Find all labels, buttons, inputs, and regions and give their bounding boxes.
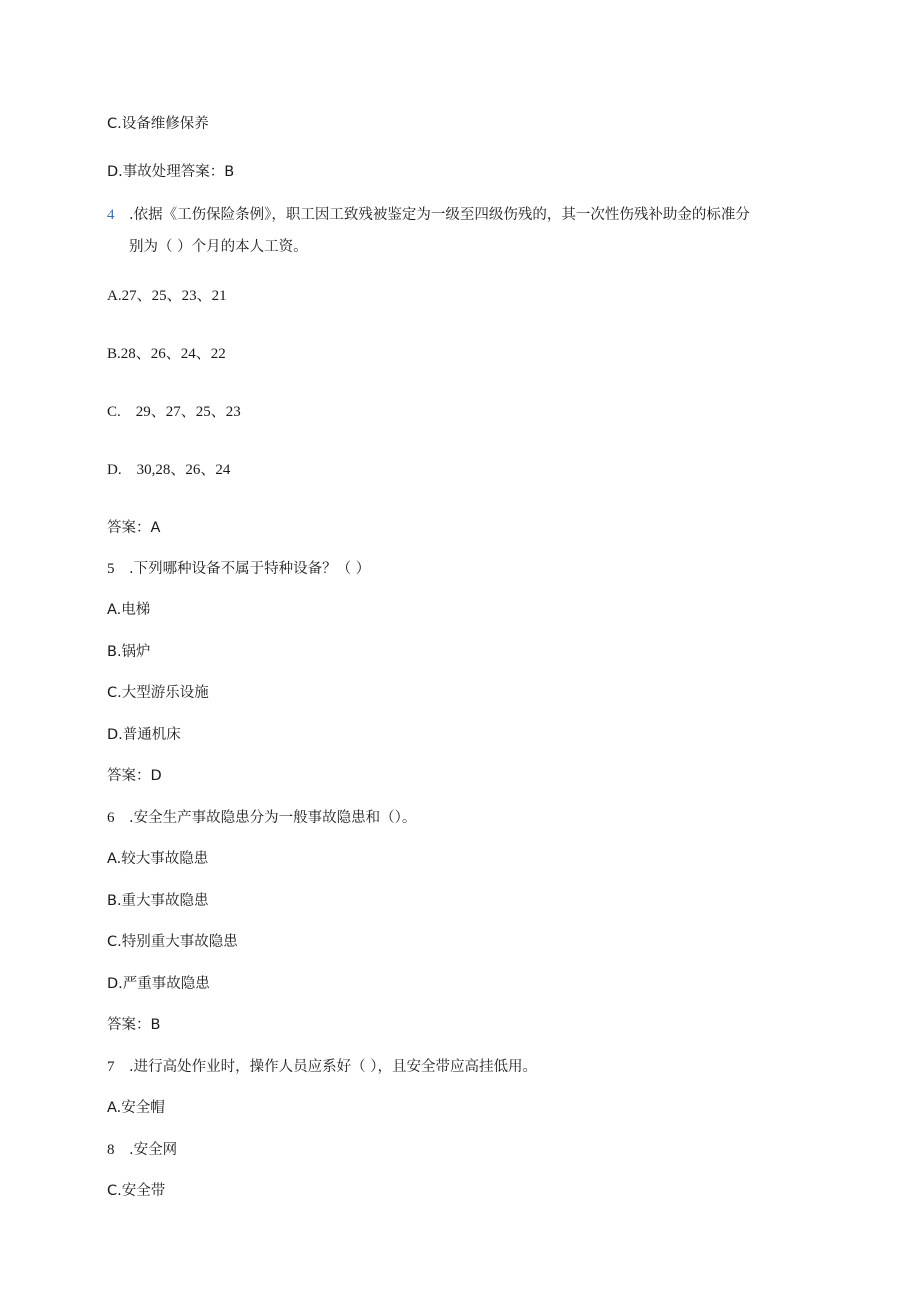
option-d: D. 30,28、26、24 [107,462,231,478]
option-c: C. 29、27、25、23 [107,404,241,420]
option-a: A.27、25、23、21 [107,288,227,304]
option-b: B.28、26、24、22 [107,346,226,362]
question-8 [107,1140,177,1160]
option-b: B.锅炉 [107,644,151,660]
option-c: C.特别重大事故隐患 [107,934,238,950]
option-c: C.安全带 [107,1183,166,1199]
question-7 [107,1057,537,1077]
question-text: .依据《工伤保险条例》，职工因工致残被鉴定为一级至四级伤残的，其一次性伤残补助金的标准分 [129,207,750,223]
question-text: .安全生产事故隐患分为一般事故隐患和（）。 [129,810,417,826]
question-number: 8 [107,1142,115,1158]
question-number: 6 [107,810,115,826]
option-c: C.大型游乐设施 [107,685,209,701]
option-a: A.较大事故隐患 [107,851,209,867]
question-text: .下列哪种设备不属于特种设备？（ ） [129,561,371,577]
option-d: D.普通机床 [107,727,181,743]
option-d: D.严重事故隐患 [107,976,210,992]
option-d-with-answer: D.事故处理答案：B [107,164,235,180]
option-a: A.电梯 [107,602,151,618]
question-number: 4 [107,207,115,223]
question-number: 5 [107,561,115,577]
question-6 [107,808,416,828]
question-text: .安全网 [129,1142,178,1158]
question-number: 7 [107,1059,115,1075]
answer: 答案：D [107,768,162,784]
question-4-continued: 别为（ ）个月的本人工资。 [129,239,308,255]
option-b: B.重大事故隐患 [107,893,209,909]
answer: 答案：B [107,1017,161,1033]
option-a: A.安全帽 [107,1100,165,1116]
question-5 [107,559,370,579]
answer: 答案：A [107,520,161,536]
question-text: .进行高处作业时，操作人员应系好（ ），且安全带应高挂低用。 [129,1059,537,1075]
question-4 [107,205,750,225]
option-c: C.设备维修保养 [107,116,209,132]
